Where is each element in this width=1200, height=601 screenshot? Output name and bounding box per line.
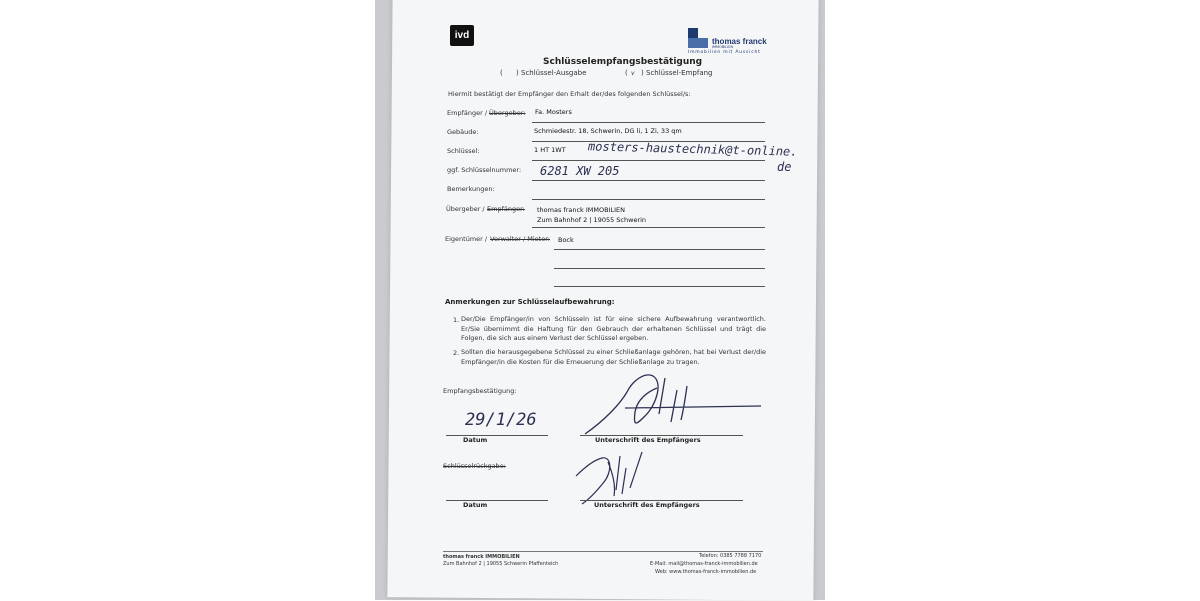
- empfaenger-struck-label: Empfänger:: [487, 205, 525, 213]
- footer-phone: Telefon: 0385 7788 7170: [699, 553, 762, 559]
- signature-1: [575, 370, 775, 440]
- footer-email: E-Mail: mail@thomas-franck-immobilien.de: [650, 561, 758, 567]
- eigentuemer-line-3: [554, 286, 765, 287]
- uebergeber-line: [532, 227, 765, 228]
- datum-label-1: Datum: [463, 436, 488, 444]
- empfang-bracket-open: (: [625, 69, 628, 77]
- footer-web: Web: www.thomas-franck-immobilien.de: [655, 569, 757, 575]
- empfang-bracket-close: ): [641, 69, 644, 77]
- background-left: [0, 0, 375, 600]
- uebergeber-company: thomas franck IMMOBILIEN: [537, 206, 626, 214]
- unterschrift-label-1: Unterschrift des Empfängers: [595, 436, 701, 444]
- ausgabe-bracket-open: (: [500, 69, 503, 77]
- gebaeude-label: Gebäude:: [447, 128, 479, 136]
- gebaeude-value: Schmiedestr. 18, Schwerin, DG li, 1 Zi, 33 qm: [534, 127, 682, 135]
- note-1-text: Der/Die Empfänger/in von Schlüsseln ist für eine sichere Aufbewahrung verantwortlich. Er/Sie übernimmt die Haftung für den Gebrauch der erhaltenen Schlüssel und trägt die Folgen, die sich aus einem Verlust der Schlüssel ergeben.: [461, 315, 766, 342]
- empfaenger-label: Empfänger /: [447, 109, 488, 117]
- datum-line-2: [446, 500, 548, 501]
- datum-line-1: [446, 435, 548, 436]
- empfaenger-line: [532, 122, 765, 123]
- note-1-number: 1.: [453, 316, 460, 324]
- ausgabe-option-label: Schlüssel-Ausgabe: [521, 69, 587, 77]
- footer-divider: [443, 551, 763, 552]
- company-logo-name: thomas franck: [712, 37, 767, 46]
- empfaenger-value: Fa. Mosters: [535, 108, 572, 116]
- footer-company: thomas franck IMMOBILIEN: [443, 554, 520, 560]
- schluessel-value: 1 HT 1WT: [534, 146, 566, 154]
- eigentuemer-label: Eigentümer /: [445, 235, 488, 243]
- unterschrift-label-2: Unterschrift des Empfängers: [594, 501, 700, 509]
- eigentuemer-line-2: [554, 268, 765, 269]
- handwritten-email-tail: de: [777, 160, 792, 174]
- note-2-number: 2.: [453, 349, 460, 357]
- uebergeber-address: Zum Bahnhof 2 | 19055 Schwerin: [537, 216, 647, 224]
- ivd-logo: ivd: [450, 25, 474, 46]
- datum-label-2: Datum: [463, 501, 488, 509]
- empfang-check-mark: v: [631, 70, 635, 77]
- eigentuemer-value: Bock: [558, 236, 574, 244]
- uebergeber-label: Übergeber /: [446, 205, 485, 213]
- eigentuemer-line-1: [554, 249, 765, 250]
- background-right: [825, 0, 1200, 600]
- footer-address: Zum Bahnhof 2 | 19055 Schwerin Pfaffenteich: [443, 561, 559, 567]
- bemerkungen-label: Bemerkungen:: [447, 185, 495, 193]
- notes-heading: Anmerkungen zur Schlüsselaufbewahrung:: [445, 298, 615, 306]
- schluesselnummer-label: ggf. Schlüsselnummer:: [447, 166, 522, 174]
- uebergeber-struck-label: Übergeber:: [489, 109, 526, 117]
- schluessel-line: [532, 160, 765, 161]
- signature-2: [568, 448, 658, 508]
- ausgabe-bracket-close: ): [516, 69, 519, 77]
- handwritten-date: 29/1/26: [465, 410, 537, 430]
- handwritten-email: mosters-haustechnik@t-online.: [587, 139, 798, 159]
- company-logo-sub: IMMOBILIEN: [712, 45, 734, 49]
- empfangsbestaetigung-label: Empfangsbestätigung:: [443, 387, 517, 395]
- schluesselrueckgabe-struck-label: Schlüsselrückgabe:: [443, 462, 506, 470]
- intro-text: Hiermit bestätigt der Empfänger den Erhalt der/des folgenden Schlüssel/s:: [448, 90, 691, 98]
- empfang-option-label: Schlüssel-Empfang: [646, 69, 713, 77]
- schluessel-label: Schlüssel:: [447, 147, 480, 155]
- thomas-franck-logo-mark: [688, 28, 708, 48]
- schluesselnummer-handwritten: 6281 XW 205: [540, 164, 620, 178]
- schluesselnummer-line: [532, 180, 765, 181]
- bemerkungen-line: [532, 199, 765, 200]
- document-title: Schlüsselempfangsbestätigung: [543, 57, 703, 67]
- verwalter-mieter-struck-label: Verwalter / Mieter:: [490, 235, 550, 243]
- note-2-text: Sollten die herausgegebene Schlüssel zu einer Schließanlage gehören, hat bei Verlust der/die Empfänger/in die Kosten für die Erneuerung der Schließanlage zu tragen.: [461, 348, 766, 366]
- company-slogan: Immobilien mit Aussicht: [688, 50, 761, 55]
